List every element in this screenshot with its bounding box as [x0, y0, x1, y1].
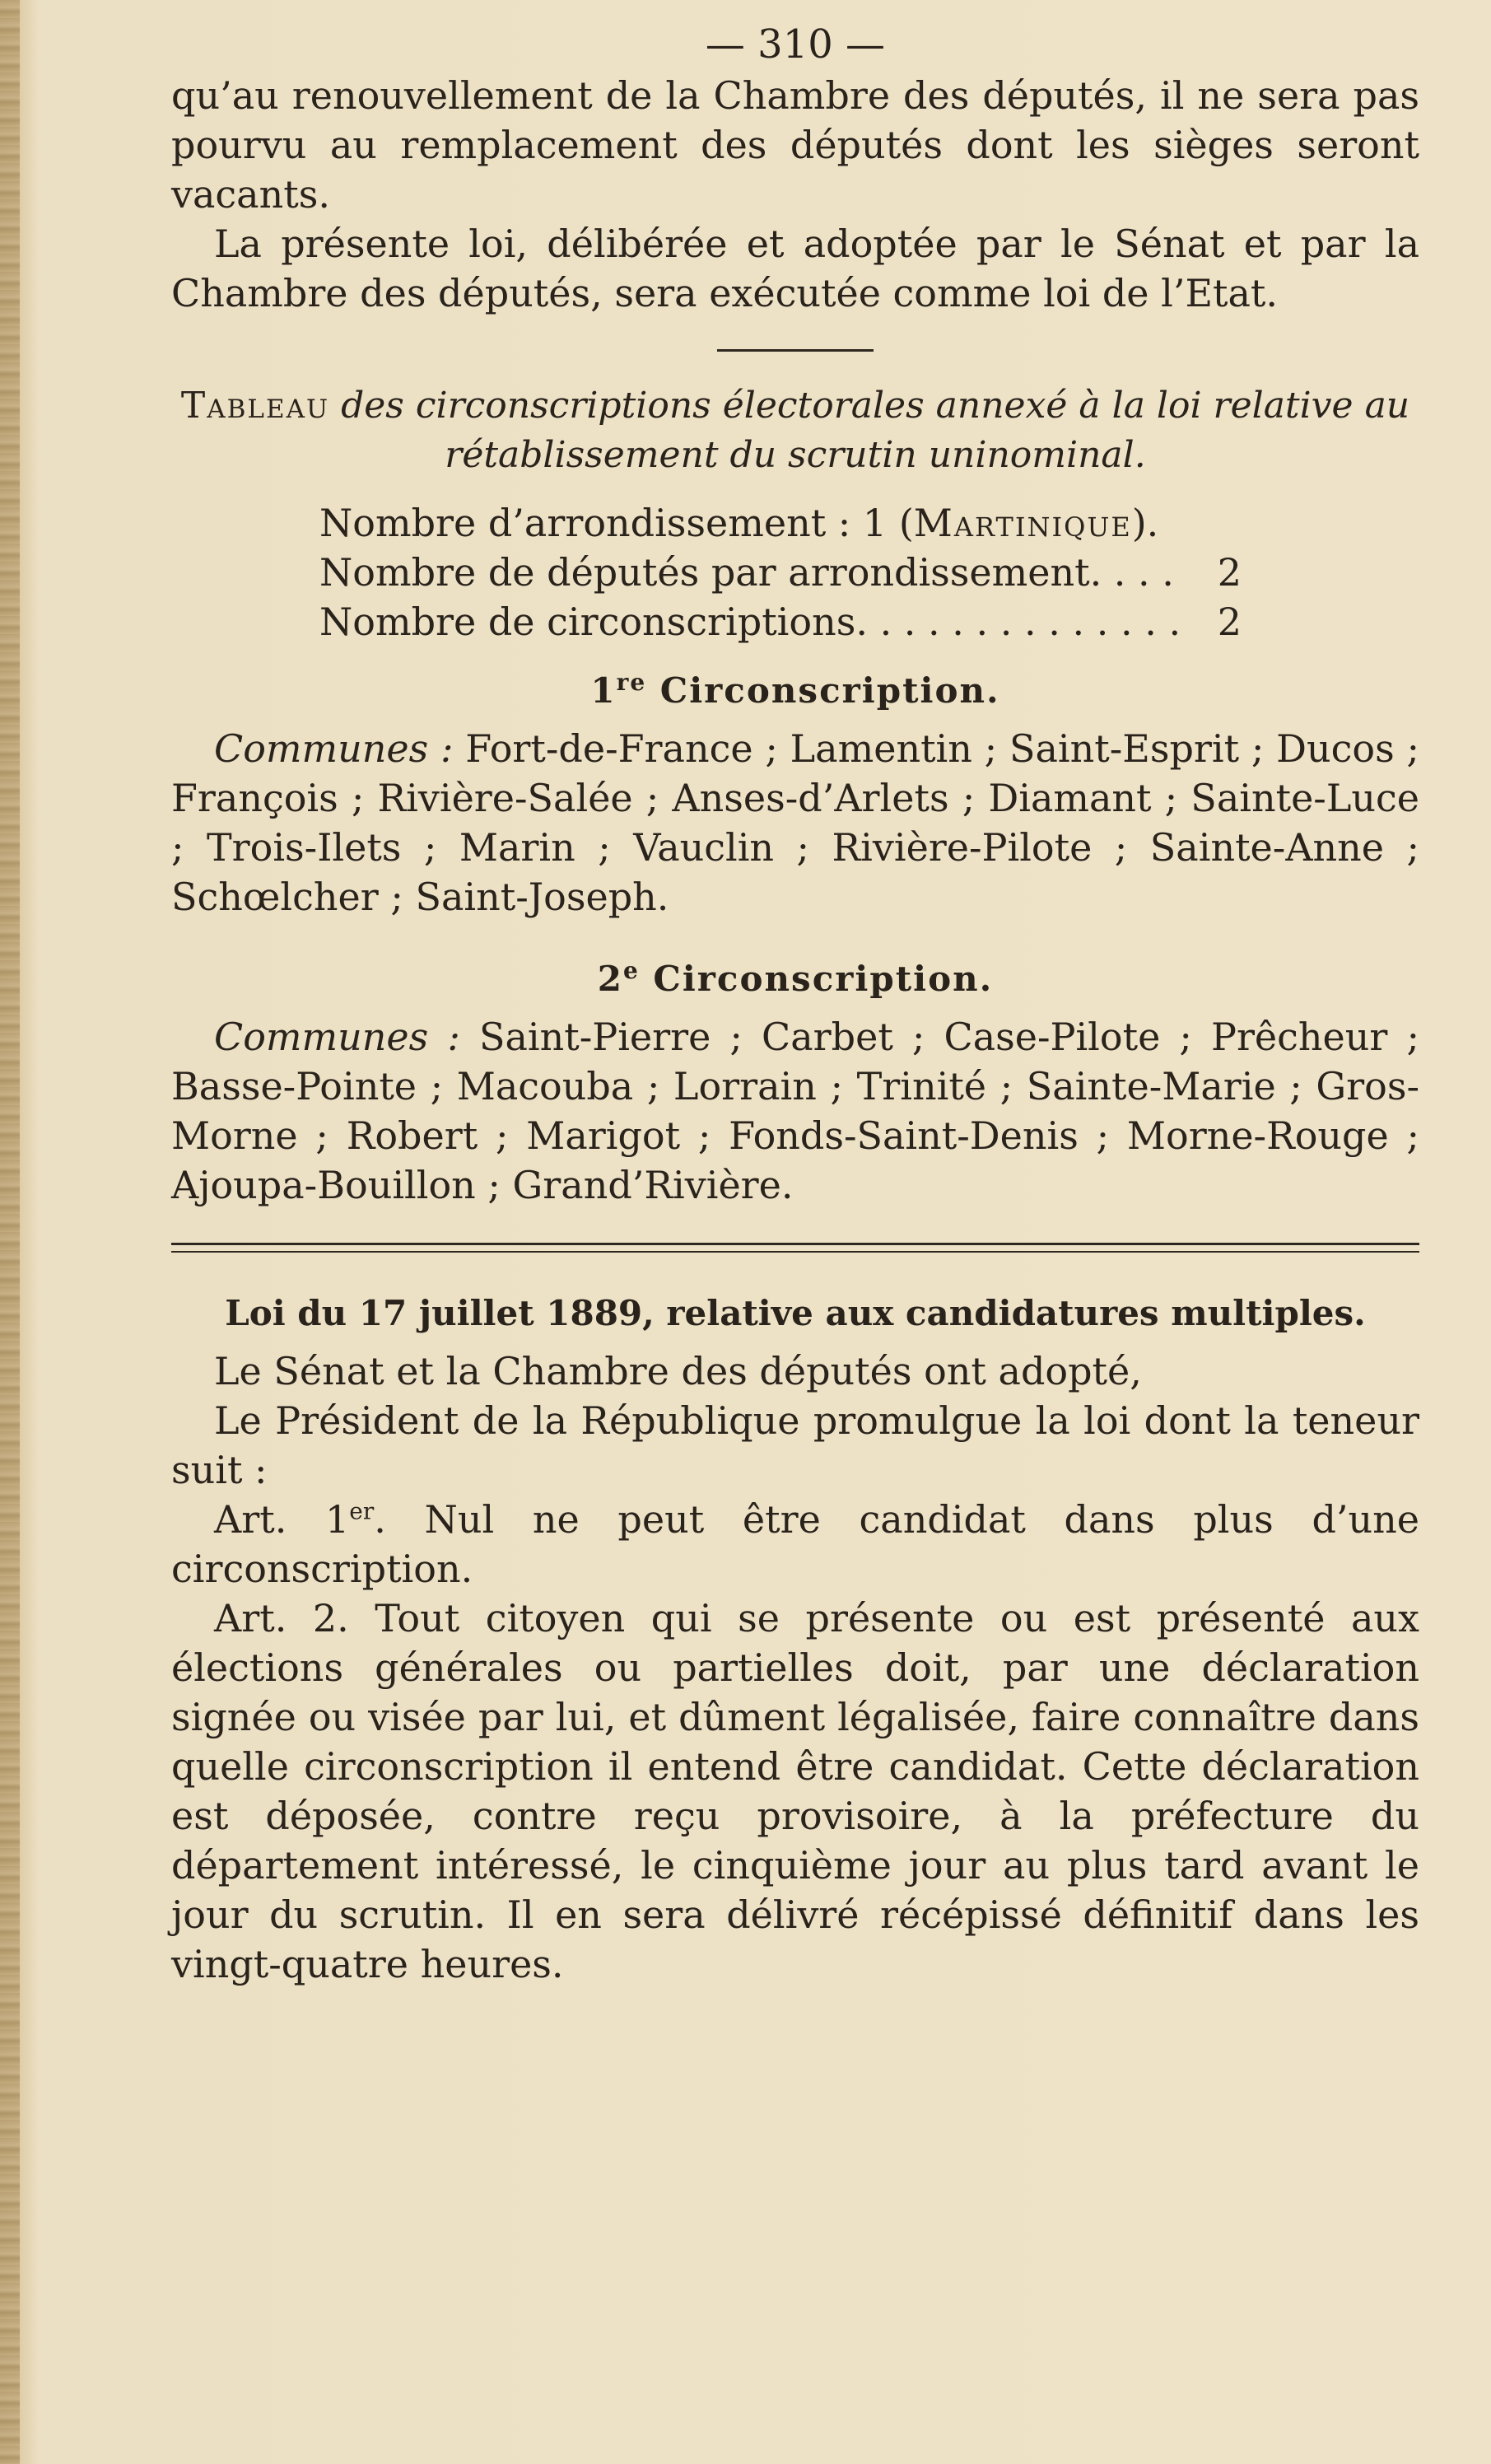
- article-1-text: . Nul ne peut être candidat dans plus d’une circonscription.: [171, 1497, 1419, 1591]
- circ1-heading-text: Circonscription.: [659, 670, 1000, 711]
- circ1-heading-num: 1: [590, 670, 617, 711]
- circ2-heading-text: Circonscription.: [653, 959, 994, 999]
- law-title: Loi du 17 juillet 1889, relative aux candidatures multiples.: [225, 1293, 1366, 1333]
- tableau-title-lead: Tableau: [180, 385, 330, 427]
- stat-deputes-value: 2: [1217, 550, 1242, 595]
- tableau-title-rest: des circonscriptions électorales annexé à la loi relative au rétablissement du scrutin uninominal.: [341, 385, 1410, 476]
- stat-arrondissement: [319, 498, 1242, 548]
- law-paragraph-1: Le Sénat et la Chambre des députés ont adopté,: [214, 1349, 1142, 1393]
- stat-deputes: [319, 548, 1242, 597]
- circ1-communes-label: Communes :: [214, 726, 454, 771]
- law-article-1: [171, 1495, 1419, 1594]
- intro-paragraph-1: qu’au renouvellement de la Chambre des députés, il ne sera pas pourvu au remplacement des députés dont les sièges seront vacants.: [171, 73, 1419, 217]
- stat-arrondissement-label: Nombre d’arrondissement : 1: [319, 501, 888, 545]
- law-paragraph-2: Le Président de la République promulgue la loi dont la teneur suit :: [171, 1398, 1419, 1492]
- circ1-heading: [171, 666, 1419, 716]
- circ2-heading-sup: e: [622, 957, 640, 984]
- stat-circonscriptions-value: 2: [1217, 600, 1242, 644]
- circ2-heading: [171, 954, 1419, 1004]
- double-rule: [171, 1243, 1419, 1253]
- separator-rule: [717, 349, 874, 352]
- circ1-heading-sup: re: [616, 669, 647, 696]
- circ1-communes: [171, 724, 1419, 922]
- circ2-communes-label: Communes :: [214, 1015, 460, 1059]
- article-1-sup: er: [349, 1497, 375, 1525]
- circ2-communes-list: Saint-Pierre ; Carbet ; Case-Pilote ; Prêcheur ; Basse-Pointe ; Macouba ; Lorrain ; Trinité ; Sainte-Marie ; Gros-Morne ; Robert ; Marigot ; Fonds-Saint-Denis ; Morne-Rouge ; Ajoupa-Bouillon ; Grand’Rivière.: [171, 1015, 1419, 1207]
- stat-circonscriptions-label: Nombre de circonscriptions. . . . . . . . . . . . . .: [319, 600, 1181, 644]
- stat-deputes-label: Nombre de députés par arrondissement. . . .: [319, 550, 1174, 595]
- stat-arrondissement-text: Nombre d’arrondissement : 1 (Martinique).: [319, 501, 1159, 545]
- intro-paragraph-2: La présente loi, délibérée et adoptée par le Sénat et par la Chambre des députés, sera exécutée comme loi de l’Etat.: [171, 222, 1419, 315]
- page-content: [171, 18, 1419, 1989]
- stat-arrondissement-name: Martinique: [913, 501, 1132, 545]
- circ1-communes-list: Fort-de-France ; Lamentin ; Saint-Esprit ; Ducos ; François ; Rivière-Salée ; Anses-d’Arlets ; Diamant ; Sainte-Luce ; Trois-Ilets ; Marin ; Vauclin ; Rivière-Pilote ; Sainte-Anne ; Schœlcher ; Saint-Joseph.: [171, 726, 1419, 919]
- binding-gutter: [0, 0, 20, 2464]
- circ2-heading-num: 2: [597, 959, 623, 999]
- law-article-2: Art. 2. Tout citoyen qui se présente ou est présenté aux élections générales ou partielles doit, par une déclaration signée ou visée par lui, et dûment légalisée, faire connaître dans quelle circonscription il entend être candidat. Cette déclaration est déposée, contre reçu provisoire, à la préfecture du département intéressé, le cinquième jour au plus tard avant le jour du scrutin. Il en sera délivré récépissé définitif dans les vingt-quatre heures.: [171, 1596, 1419, 1986]
- circ2-communes: [171, 1012, 1419, 1210]
- article-1-lead: Art. 1: [214, 1497, 350, 1542]
- tableau-stats: [319, 498, 1242, 646]
- stat-circonscriptions: [319, 597, 1242, 646]
- page-number: — 310 —: [705, 21, 886, 68]
- tableau-title: [171, 381, 1419, 480]
